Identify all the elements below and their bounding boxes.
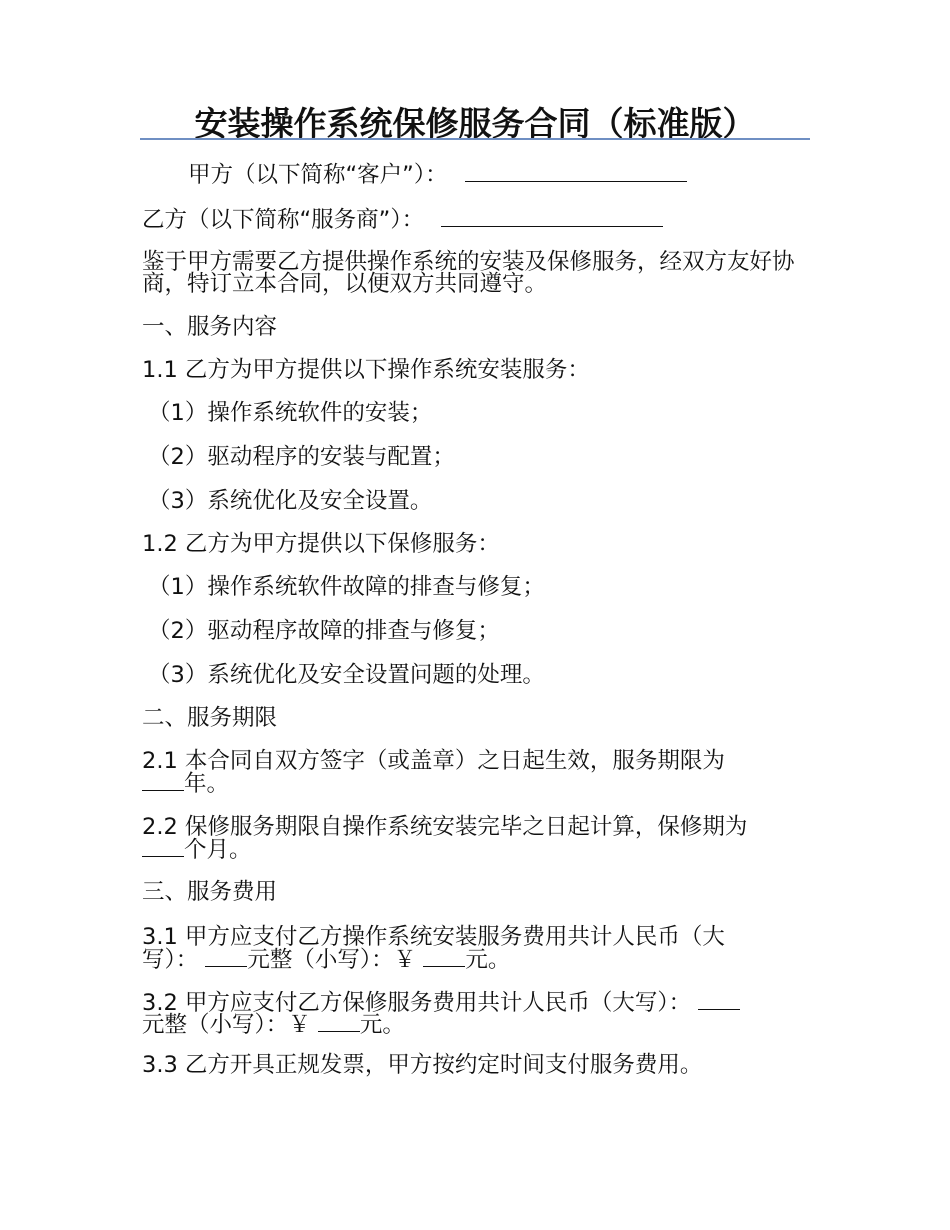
warranty-fee-lower-blank	[318, 1013, 360, 1032]
warranty-fee-upper-blank	[698, 991, 740, 1010]
clause-1-2-item: （3）系统优化及安全设置问题的处理。	[148, 662, 545, 688]
clause-2-1-line1: 2.1 本合同自双方签字（或盖章）之日起生效，服务期限为	[142, 748, 725, 774]
clause-3-2-text: 3.2 甲方应支付乙方保修服务费用共计人民币（大写）：	[142, 990, 692, 1016]
clause-1-2-item: （2）驱动程序故障的排查与修复；	[148, 618, 500, 644]
preamble: 鉴于甲方需要乙方提供操作系统的安装及保修服务，经双方友好协商，特订立本合同，以便双方共同遵守。	[142, 249, 795, 297]
clause-3-1-suffix: 元。	[465, 947, 511, 973]
clause-2-1-line2	[142, 772, 822, 795]
clause-3-3: 3.3 乙方开具正规发票，甲方按约定时间支付服务费用。	[142, 1052, 703, 1078]
clause-1-2-item: （1）操作系统软件故障的排查与修复；	[148, 574, 545, 600]
clause-2-2-line2	[142, 838, 822, 861]
clause-3-2-line1	[142, 991, 822, 1014]
warranty-months-blank	[142, 838, 184, 857]
clause-3-1-line1: 3.1 甲方应支付乙方操作系统安装服务费用共计人民币（大	[142, 924, 725, 950]
clause-1-1-item: （1）操作系统软件的安装；	[148, 400, 433, 426]
clause-3-1-mid: 元整（小写）：￥	[247, 947, 417, 973]
section-heading-service-content: 一、服务内容	[142, 314, 278, 340]
clause-2-2-suffix: 个月。	[184, 837, 252, 863]
install-fee-lower-blank	[423, 948, 465, 967]
section-heading-service-fee: 三、服务费用	[142, 879, 278, 905]
clause-3-2-suffix: 元。	[359, 1012, 405, 1038]
party-a-blank	[465, 163, 687, 182]
clause-1-1-item: （3）系统优化及安全设置。	[148, 488, 433, 514]
clause-1-1-item: （2）驱动程序的安装与配置；	[148, 444, 455, 470]
title-underline	[140, 138, 810, 140]
document-title: 安装操作系统保修服务合同（标准版）	[194, 104, 756, 143]
party-b-line	[142, 208, 822, 231]
clause-2-1-suffix: 年。	[184, 771, 230, 797]
install-fee-upper-blank	[205, 948, 247, 967]
party-b-label: 乙方（以下简称“服务商”）：	[142, 207, 425, 233]
clause-1-2: 1.2 乙方为甲方提供以下保修服务：	[142, 531, 500, 557]
clause-2-2-line1: 2.2 保修服务期限自操作系统安装完毕之日起计算，保修期为	[142, 814, 748, 840]
clause-1-1: 1.1 乙方为甲方提供以下操作系统安装服务：	[142, 357, 590, 383]
party-b-blank	[441, 208, 663, 227]
party-a-label: 甲方（以下简称“客户”）：	[188, 162, 448, 188]
section-heading-service-term: 二、服务期限	[142, 705, 278, 731]
party-a-line	[188, 163, 868, 186]
clause-3-1-prefix: 写）：	[142, 947, 199, 973]
clause-3-1-line2	[142, 948, 822, 971]
clause-3-2-line2	[142, 1013, 822, 1036]
clause-3-2-mid: 元整（小写）：￥	[142, 1012, 311, 1038]
term-years-blank	[142, 772, 184, 791]
